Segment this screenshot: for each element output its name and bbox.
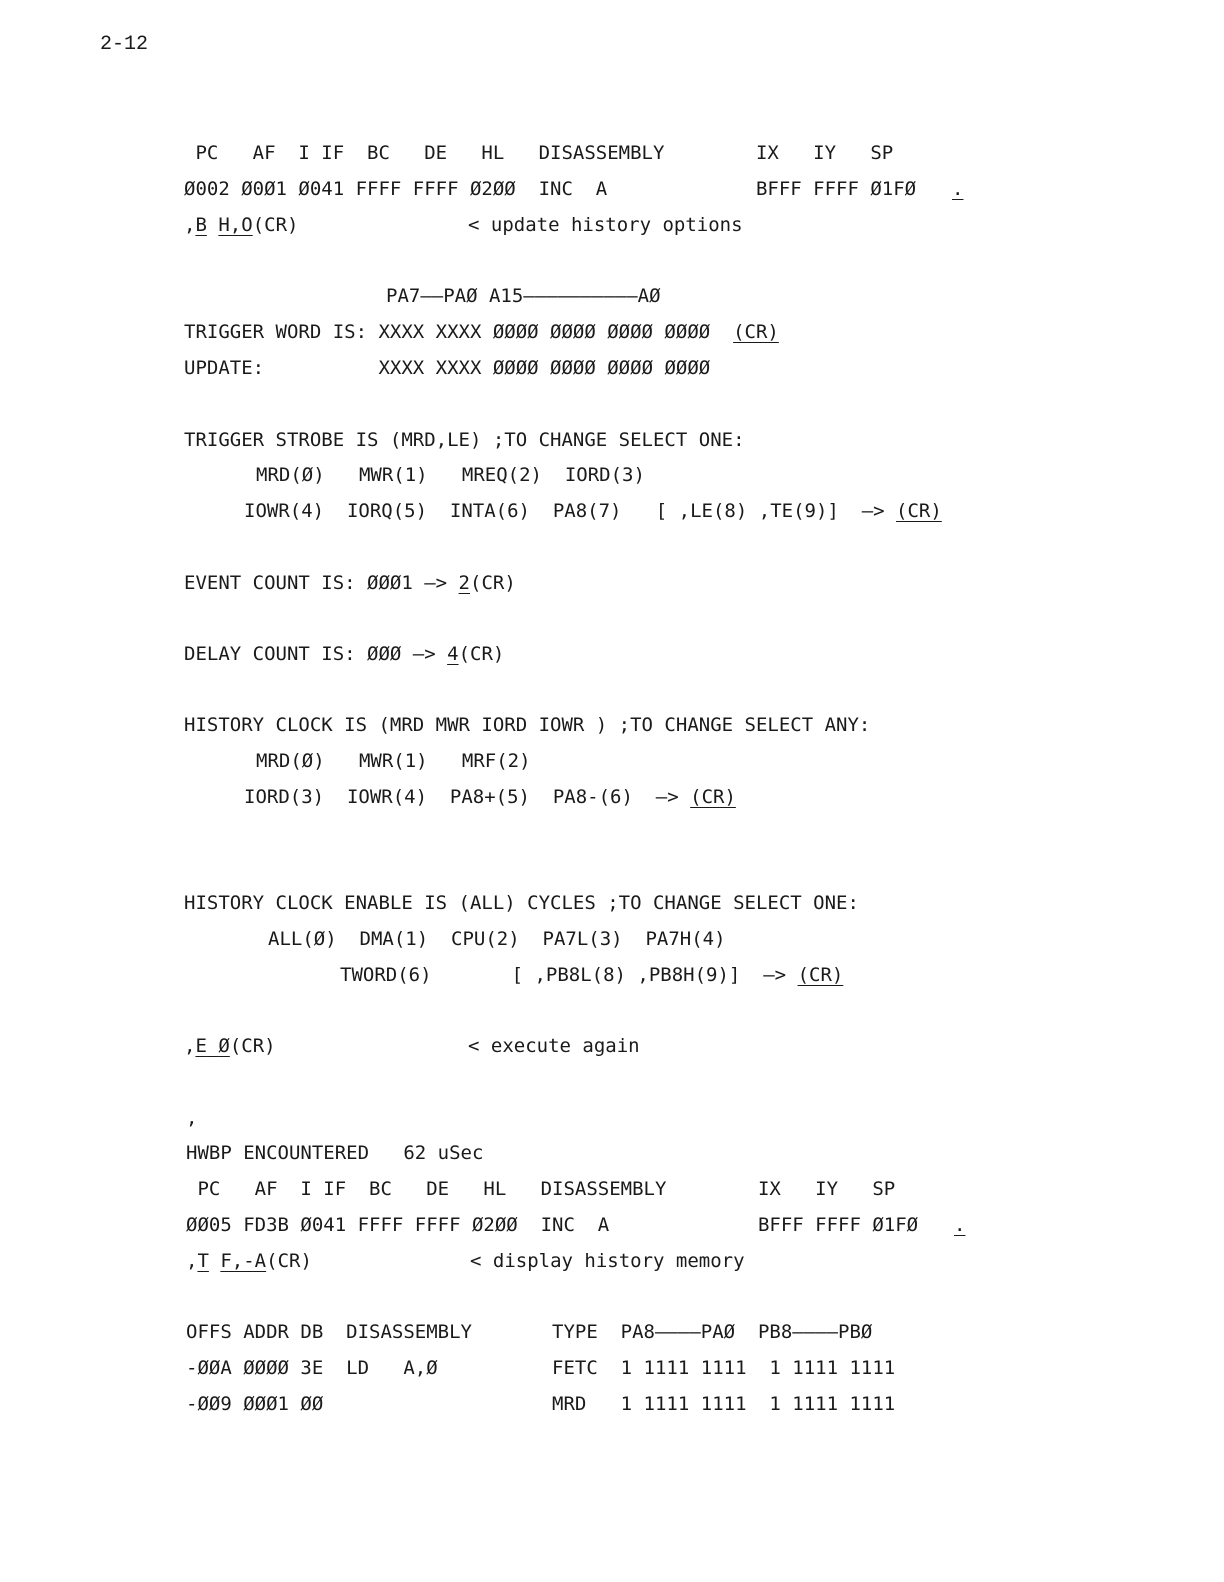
history-enable-title: HISTORY CLOCK ENABLE IS (ALL) CYCLES ;TO CHANGE SELECT ONE:	[184, 892, 859, 914]
cmd-cr: (CR)	[252, 214, 299, 236]
event-count-cr: (CR)	[470, 572, 516, 594]
exec-arg: Ø	[218, 1035, 230, 1057]
register-header: PC AF I IF BC DE HL DISASSEMBLY IX IY SP	[184, 142, 894, 164]
delay-count-line	[184, 642, 504, 666]
trace-space	[209, 1250, 220, 1272]
history-clock-options-2	[244, 785, 736, 809]
trigger-strobe-title: TRIGGER STROBE IS (MRD,LE) ;TO CHANGE SELECT ONE:	[184, 429, 745, 451]
history-table-header: OFFS ADDR DB DISASSEMBLY TYPE PA8————PAØ PB8————PBØ	[186, 1321, 873, 1343]
lone-comma: ,	[186, 1107, 198, 1129]
cmd-key: B	[195, 214, 207, 236]
history-clock-title: HISTORY CLOCK IS (MRD MWR IORD IOWR ) ;TO CHANGE SELECT ANY:	[184, 714, 871, 736]
history-clock-options-1: MRD(Ø) MWR(1) MRF(2)	[256, 750, 531, 772]
trigger-word-cr: (CR)	[733, 321, 779, 343]
trace-comma: ,	[186, 1250, 198, 1272]
history-enable-options-2-text: TWORD(6) [ ,PB8L(8) ,PB8H(9)] —>	[340, 964, 787, 986]
register-values: Ø002 Ø0Ø1 Ø041 FFFF FFFF Ø2ØØ INC A BFFF FFFF Ø1FØ	[184, 178, 917, 200]
trigger-strobe-cr: (CR)	[896, 500, 942, 522]
delay-count-cr: (CR)	[458, 643, 505, 665]
trigger-word-line	[184, 320, 779, 344]
trace-key: T	[197, 1250, 209, 1272]
update-value: XXXX XXXX ØØØØ ØØØØ ØØØØ ØØØØ	[378, 357, 711, 379]
command-line-trace	[186, 1249, 312, 1273]
history-enable-options-1: ALL(Ø) DMA(1) CPU(2) PA7L(3) PA7H(4)	[268, 928, 726, 950]
cmd-comma: ,	[184, 214, 196, 236]
table-row: -ØØ9 ØØØ1 ØØ MRD 1 1111 1111 1 1111 1111	[186, 1393, 896, 1415]
event-count-label: EVENT COUNT IS: ØØØ1 —>	[184, 572, 459, 594]
table-row: -ØØA ØØØØ 3E LD A,Ø FETC 1 1111 1111 1 1111 1111	[186, 1357, 896, 1379]
exec-space	[207, 1035, 218, 1057]
trigger-strobe-options-2	[244, 499, 942, 523]
comment-update-history: < update history options	[468, 214, 743, 236]
comment-execute-again: < execute again	[468, 1035, 640, 1057]
exec-key: E	[195, 1035, 207, 1057]
update-label: UPDATE:	[184, 357, 379, 379]
exec-cr: (CR)	[229, 1035, 276, 1057]
prompt-dot: .	[952, 178, 964, 200]
event-count-input: 2	[458, 572, 470, 594]
register-header-2: PC AF I IF BC DE HL DISASSEMBLY IX IY SP	[186, 1178, 896, 1200]
trigger-strobe-options-1: MRD(Ø) MWR(1) MREQ(2) IORD(3)	[256, 464, 645, 486]
command-line-history	[184, 213, 298, 237]
comment-display-history: < display history memory	[470, 1250, 745, 1272]
trace-cr: (CR)	[266, 1250, 312, 1272]
delay-count-input: 4	[447, 643, 459, 665]
trigger-strobe-options-2-text: IOWR(4) IORQ(5) INTA(6) PA8(7) [ ,LE(8) ,TE(9)] —>	[244, 500, 885, 522]
delay-count-label: DELAY COUNT IS: ØØØ —>	[184, 643, 448, 665]
exec-comma: ,	[184, 1035, 196, 1057]
history-enable-options-2	[340, 963, 843, 987]
trace-arg: F,-A	[220, 1250, 267, 1272]
event-count-line	[184, 571, 516, 595]
history-clock-options-2-text: IORD(3) IOWR(4) PA8+(5) PA8-(6) —>	[244, 786, 679, 808]
prompt-dot-2: .	[954, 1214, 966, 1236]
trigger-word-label: TRIGGER WORD IS: XXXX XXXX ØØØØ ØØØØ ØØØØ ØØØØ	[184, 321, 734, 343]
history-clock-cr: (CR)	[690, 786, 736, 808]
cmd-space	[207, 214, 218, 236]
trigger-bits-header: PA7——PAØ A15——————————AØ	[386, 285, 661, 307]
page-number: 2-12	[100, 33, 149, 56]
cmd-arg: H,O	[218, 214, 253, 236]
history-enable-cr: (CR)	[797, 964, 844, 986]
update-line	[184, 356, 710, 380]
command-line-execute	[184, 1034, 276, 1058]
hwbp-line: HWBP ENCOUNTERED 62 uSec	[186, 1142, 484, 1164]
register-values-2: ØØ05 FD3B Ø041 FFFF FFFF Ø2ØØ INC A BFFF FFFF Ø1FØ	[186, 1214, 919, 1236]
